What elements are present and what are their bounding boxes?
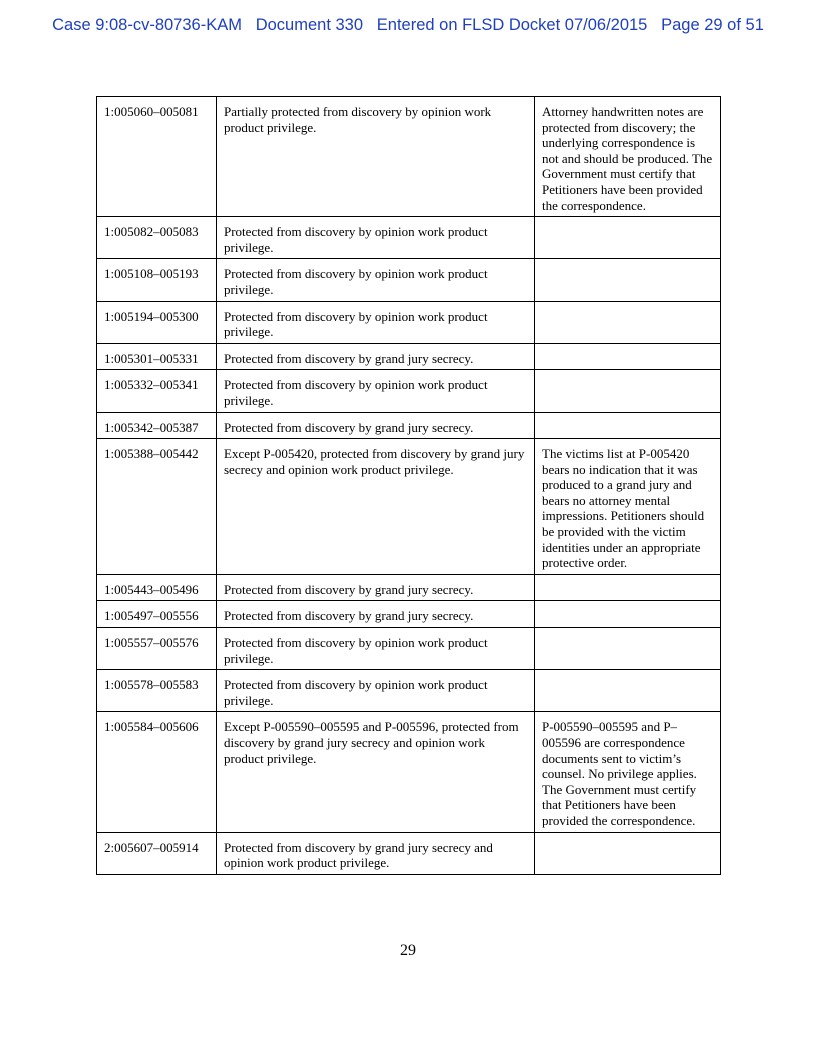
table-row [97, 601, 721, 628]
ruling-cell: Protected from discovery by opinion work product privilege. [217, 628, 535, 670]
note-cell [535, 370, 721, 412]
note-cell: P-005590–005595 and P–005596 are correspondence documents sent to victim’s counsel. No privilege applies. The Government must certify that Petitioners have been provided the correspondence. [535, 712, 721, 832]
bates-range-cell: 1:005584–005606 [97, 712, 217, 832]
table-row [97, 343, 721, 370]
ruling-cell: Protected from discovery by opinion work product privilege. [217, 370, 535, 412]
bates-range-cell: 1:005108–005193 [97, 259, 217, 301]
ruling-cell: Protected from discovery by opinion work product privilege. [217, 670, 535, 712]
bates-range-cell: 1:005443–005496 [97, 574, 217, 601]
ruling-cell: Except P-005590–005595 and P-005596, protected from discovery by grand jury secrecy and opinion work product privilege. [217, 712, 535, 832]
docket-header: Case 9:08-cv-80736-KAM Document 330 Entered on FLSD Docket 07/06/2015 Page 29 of 51 [52, 16, 764, 34]
bates-range-cell: 1:005497–005556 [97, 601, 217, 628]
ruling-cell: Protected from discovery by opinion work product privilege. [217, 259, 535, 301]
bates-range-cell: 2:005607–005914 [97, 832, 217, 874]
table-row [97, 370, 721, 412]
note-cell: The victims list at P-005420 bears no indication that it was produced to a grand jury and bears no attorney mental impressions. Petitioners should be provided with the victim identities under an appropriate protective order. [535, 439, 721, 575]
bates-range-cell: 1:005557–005576 [97, 628, 217, 670]
bates-range-cell: 1:005301–005331 [97, 343, 217, 370]
note-cell [535, 412, 721, 439]
table-row [97, 628, 721, 670]
note-cell [535, 343, 721, 370]
table-row [97, 301, 721, 343]
note-cell [535, 628, 721, 670]
table-row [97, 97, 721, 217]
privilege-log-table [96, 96, 721, 875]
ruling-cell: Protected from discovery by opinion work product privilege. [217, 217, 535, 259]
table-row [97, 670, 721, 712]
bates-range-cell: 1:005332–005341 [97, 370, 217, 412]
table-row [97, 439, 721, 575]
ruling-cell: Except P-005420, protected from discovery by grand jury secrecy and opinion work product privilege. [217, 439, 535, 575]
table-row [97, 217, 721, 259]
note-cell [535, 601, 721, 628]
note-cell [535, 217, 721, 259]
note-cell [535, 670, 721, 712]
note-cell [535, 259, 721, 301]
page-number: 29 [400, 942, 416, 959]
table-row [97, 412, 721, 439]
table-row [97, 712, 721, 832]
ruling-cell: Protected from discovery by grand jury secrecy. [217, 412, 535, 439]
ruling-cell: Partially protected from discovery by opinion work product privilege. [217, 97, 535, 217]
note-cell [535, 301, 721, 343]
bates-range-cell: 1:005060–005081 [97, 97, 217, 217]
bates-range-cell: 1:005578–005583 [97, 670, 217, 712]
table-row [97, 832, 721, 874]
note-cell [535, 832, 721, 874]
ruling-cell: Protected from discovery by grand jury secrecy. [217, 574, 535, 601]
ruling-cell: Protected from discovery by opinion work product privilege. [217, 301, 535, 343]
bates-range-cell: 1:005342–005387 [97, 412, 217, 439]
table-row [97, 259, 721, 301]
note-cell [535, 574, 721, 601]
table-row [97, 574, 721, 601]
ruling-cell: Protected from discovery by grand jury secrecy. [217, 601, 535, 628]
bates-range-cell: 1:005194–005300 [97, 301, 217, 343]
note-cell: Attorney handwritten notes are protected from discovery; the underlying correspondence is not and should be produced. The Government must certify that Petitioners have been provided the correspondence. [535, 97, 721, 217]
bates-range-cell: 1:005082–005083 [97, 217, 217, 259]
bates-range-cell: 1:005388–005442 [97, 439, 217, 575]
privilege-log-body [97, 97, 721, 875]
ruling-cell: Protected from discovery by grand jury secrecy. [217, 343, 535, 370]
ruling-cell: Protected from discovery by grand jury secrecy and opinion work product privilege. [217, 832, 535, 874]
